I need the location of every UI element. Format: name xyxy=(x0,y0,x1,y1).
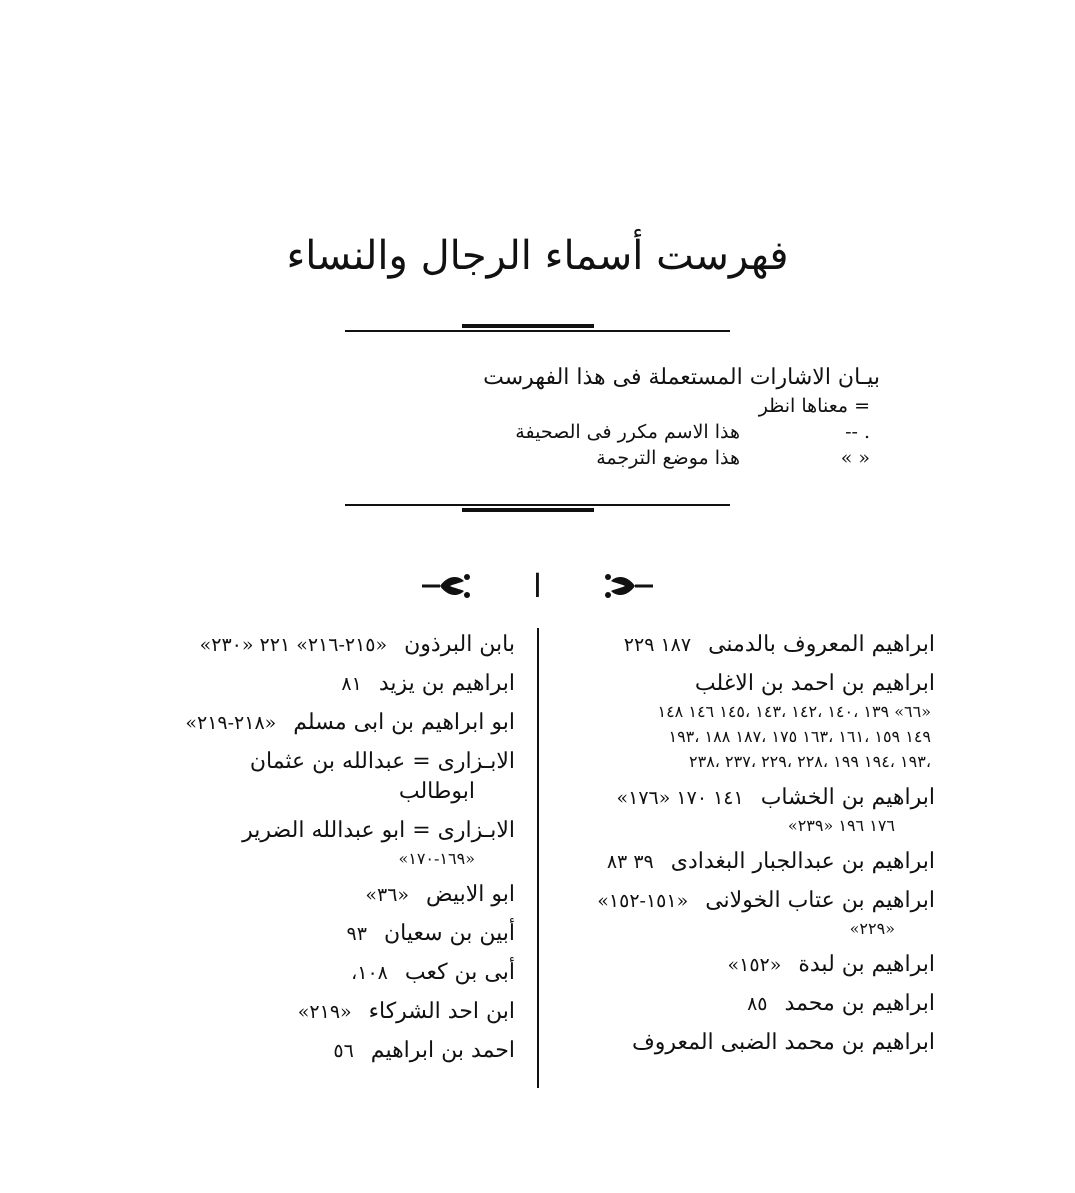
entry-name: ابن احد الشركاء xyxy=(368,999,515,1024)
index-entry xyxy=(545,669,935,774)
index-column-left xyxy=(110,630,515,1075)
index-entry xyxy=(545,1028,935,1058)
entry-name: ابو ابراهيم بن ابى مسلم xyxy=(293,710,515,735)
column-divider xyxy=(537,628,539,1088)
entry-name: أبى بن كعب xyxy=(404,960,515,985)
entry-refs: ٨٥ xyxy=(747,993,768,1015)
legend-row xyxy=(380,418,870,446)
legend-meaning: هذا الاسم مكرر فى الصحيفة xyxy=(515,421,740,443)
index-column-right xyxy=(545,630,935,1067)
index-entry xyxy=(545,950,935,980)
entry-refs: «٢١٥-٢١٦» ٢٢١ «٢٣٠» xyxy=(199,634,388,656)
entry-refs-continued: «١٦٩-١٧٠» xyxy=(398,849,475,868)
index-entry xyxy=(110,816,515,871)
index-entry xyxy=(110,997,515,1027)
entry-name: ابراهيم بن الخشاب xyxy=(760,785,935,810)
index-entry xyxy=(545,886,935,941)
entry-name: بابن البرذون xyxy=(404,632,515,657)
entry-name-continued: ابوطالب xyxy=(398,779,475,804)
legend-meaning: = معناها انظر xyxy=(758,395,870,417)
index-entry xyxy=(110,669,515,699)
section-letter: ا xyxy=(533,567,542,605)
index-entry xyxy=(110,880,515,910)
index-entry xyxy=(545,989,935,1019)
entry-name: احمد بن ابراهيم xyxy=(370,1038,515,1063)
entry-refs-continued: «٦٦» ١٣٩ ،١٤٠ ،١٤٢ ،١٤٣ ،١٤٥ ١٤٦ ١٤٨ xyxy=(657,702,931,721)
index-entry xyxy=(545,630,935,660)
index-entry xyxy=(110,630,515,660)
index-entry xyxy=(110,1036,515,1066)
entry-refs: ١٤١ ١٧٠ «١٧٦» xyxy=(616,787,744,809)
entry-refs-continued: ١٧٦ ١٩٦ «٢٣٩» xyxy=(787,816,895,835)
legend-row xyxy=(380,444,870,472)
entry-name: أبين بن سعيان xyxy=(383,921,515,946)
entry-refs: ١٠٨، xyxy=(351,962,388,984)
entry-name: ابراهيم بن لبدة xyxy=(798,952,935,977)
legend-symbol: . -- xyxy=(845,421,870,443)
entry-name: ابو الابيض xyxy=(426,882,515,907)
entry-name: الابـزارى = ابو عبدالله الضرير xyxy=(242,818,515,843)
entry-refs: ٥٦ xyxy=(333,1040,354,1062)
index-entry xyxy=(110,747,515,807)
index-entry xyxy=(545,783,935,838)
legend-symbol: « » xyxy=(840,447,870,469)
legend-heading: بيـان الاشارات المستعملة فى هذا الفهرست xyxy=(483,365,880,390)
entry-name: ابراهيم بن محمد الضبى المعروف xyxy=(631,1030,935,1055)
entry-refs: «١٥١-١٥٢» xyxy=(597,890,689,912)
top-rule-thick xyxy=(462,324,594,328)
entry-name: ابراهيم بن احمد بن الاغلب xyxy=(694,671,935,696)
entry-name: ابراهيم بن يزيد xyxy=(378,671,515,696)
index-entry xyxy=(110,958,515,988)
entry-refs-continued: ،١٩٣ ،١٩٤ ١٩٩ ،٢٢٨ ،٢٢٩ ،٢٣٧ ،٢٣٨ xyxy=(689,752,931,771)
entry-name: الابـزارى = عبدالله بن عثمان xyxy=(249,749,515,774)
page-title: فهرست أسماء الرجال والنساء xyxy=(286,233,789,279)
entry-name: ابراهيم بن عتاب الخولانى xyxy=(705,888,935,913)
entry-refs: «١٥٢» xyxy=(727,954,782,976)
entry-refs: «٢١٨-٢١٩» xyxy=(185,712,277,734)
legend-meaning: هذا موضع الترجمة xyxy=(596,447,740,469)
entry-refs: «٣٦» xyxy=(365,884,410,906)
bottom-rule-thin xyxy=(345,504,730,506)
ornament-left-icon xyxy=(420,571,472,601)
entry-refs: ١٨٧ ٢٢٩ xyxy=(623,634,692,656)
entry-name: ابراهيم بن محمد xyxy=(784,991,935,1016)
index-entry xyxy=(110,708,515,738)
entry-refs: ٣٩ ٨٣ xyxy=(606,851,654,873)
entry-refs-continued: «٢٢٩» xyxy=(849,919,895,938)
entry-refs: ٩٣ xyxy=(346,923,367,945)
index-entry xyxy=(110,919,515,949)
top-rule-thin xyxy=(345,330,730,332)
section-heading xyxy=(420,566,655,606)
entry-name: ابراهيم بن عبدالجبار البغدادى xyxy=(670,849,935,874)
index-entry xyxy=(545,847,935,877)
entry-name: ابراهيم المعروف بالدمنى xyxy=(708,632,935,657)
ornament-right-icon xyxy=(603,571,655,601)
bottom-rule-thick xyxy=(462,508,594,512)
legend-row xyxy=(640,392,870,420)
entry-refs: «٢١٩» xyxy=(297,1001,352,1023)
entry-refs: ٨١ xyxy=(341,673,362,695)
entry-refs-continued: ١٤٩ ١٥٩ ،١٦١ ،١٦٣ ١٧٥ ،١٨٧ ١٨٨ ،١٩٣ xyxy=(668,727,931,746)
